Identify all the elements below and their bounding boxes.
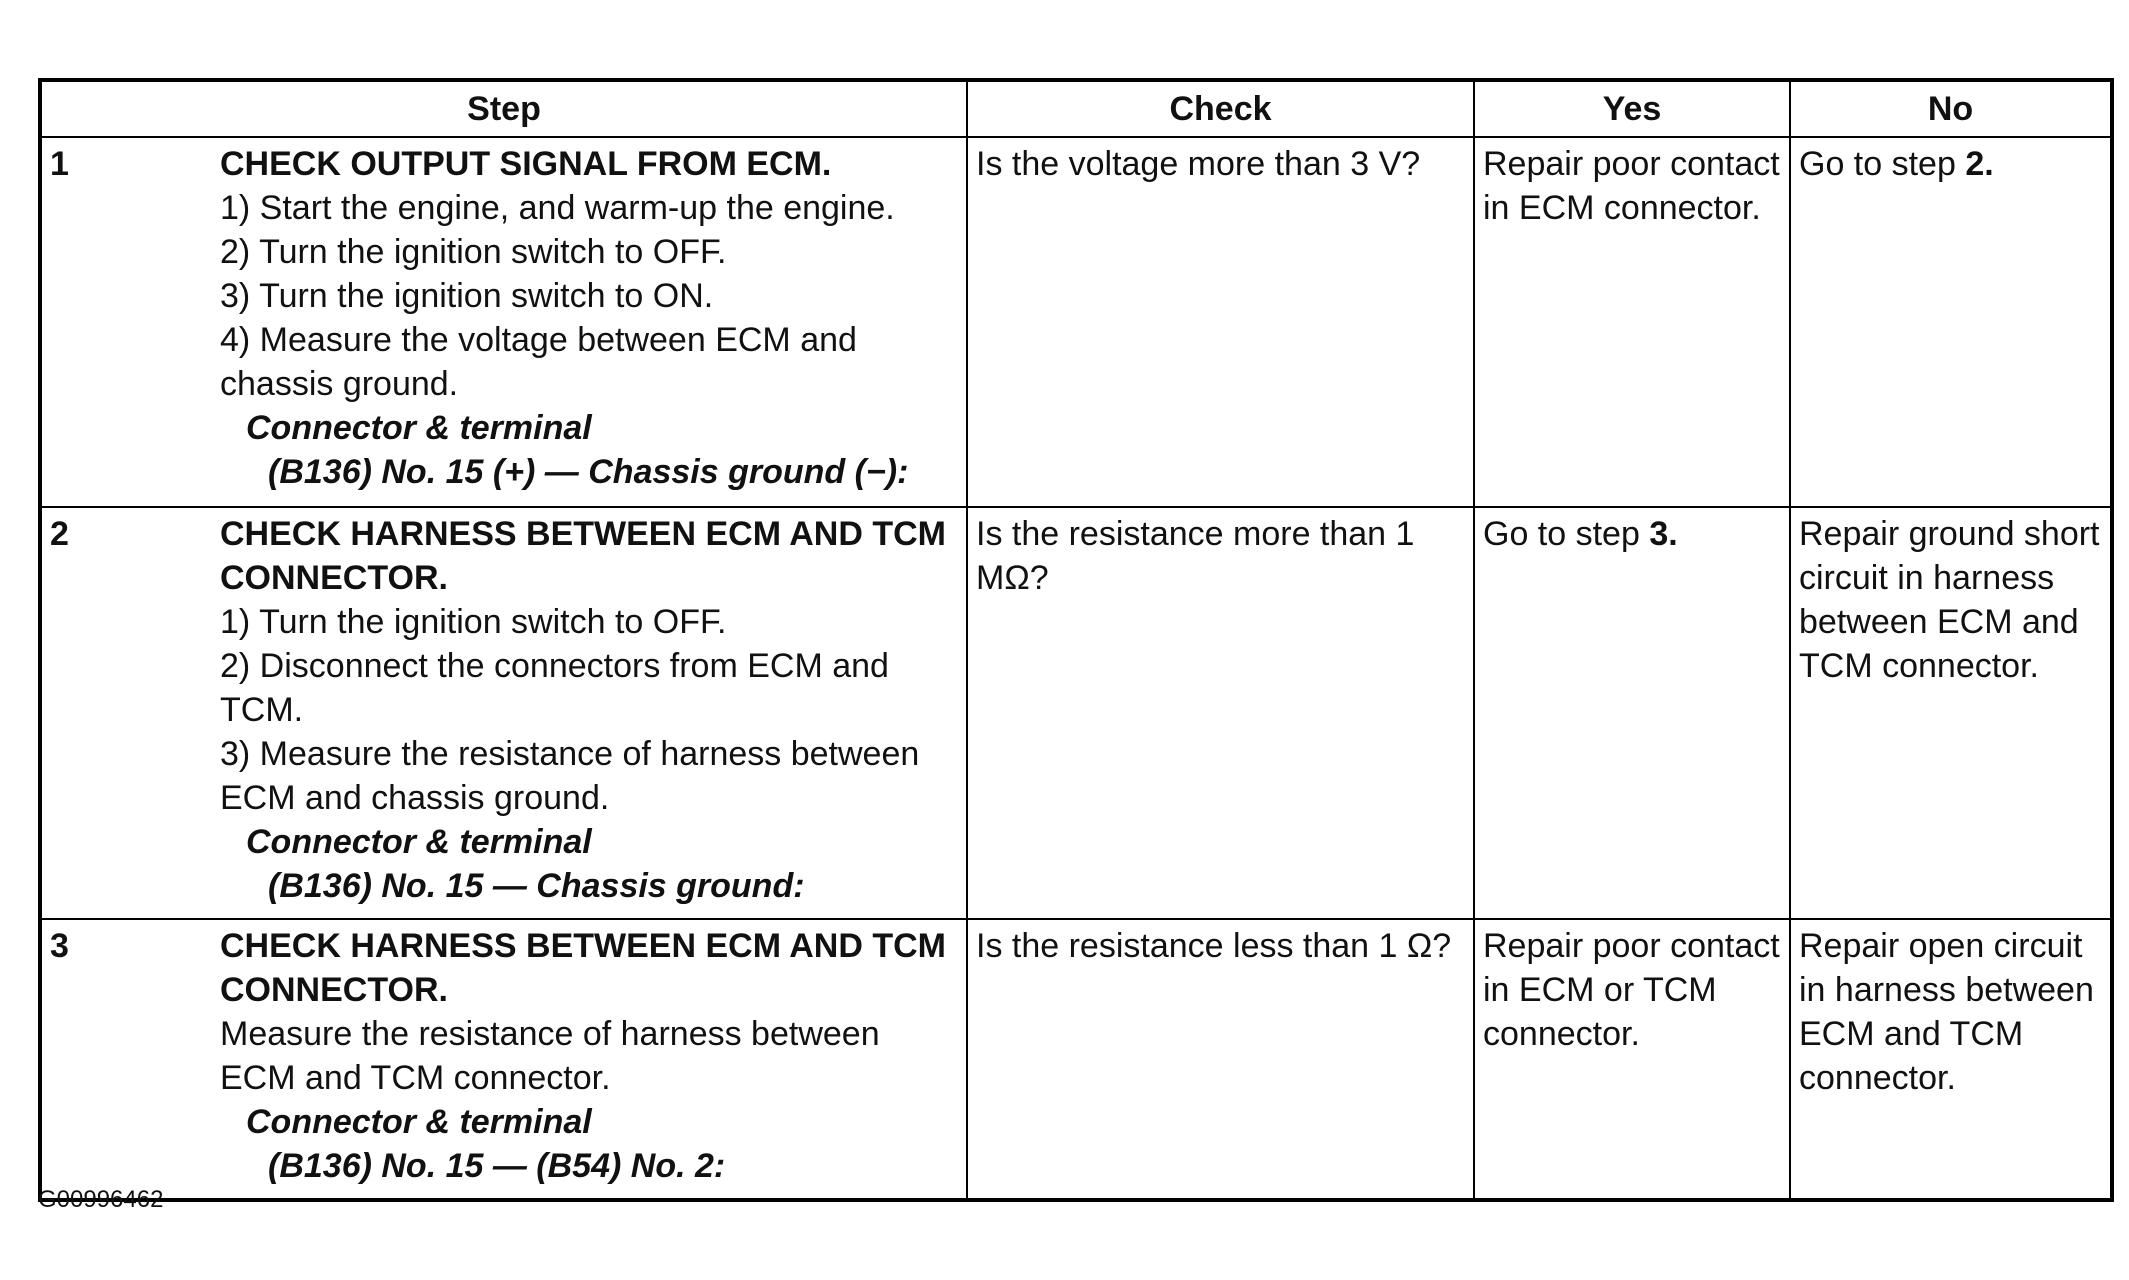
check-cell: Is the voltage more than 3 V? bbox=[967, 137, 1474, 507]
table-header-row bbox=[40, 80, 2112, 137]
step-line: 3) Measure the resistance of harness between ECM and chassis ground. bbox=[220, 735, 920, 817]
step-line: Measure the resistance of harness between ECM and TCM connector. bbox=[220, 1015, 880, 1097]
step-heading: CHECK OUTPUT SIGNAL FROM ECM. bbox=[220, 145, 832, 183]
no-cell bbox=[1790, 137, 2112, 507]
figure-id: G00996462 bbox=[38, 1186, 164, 1213]
step-line: 1) Start the engine, and warm-up the engine. bbox=[220, 189, 895, 227]
yes-text: Go to step bbox=[1483, 515, 1650, 553]
step-line: 2) Disconnect the connectors from ECM and TCM. bbox=[220, 647, 889, 729]
header-step: Step bbox=[40, 80, 967, 137]
step-heading: CHECK HARNESS BETWEEN ECM AND TCM CONNECTOR. bbox=[220, 927, 946, 1009]
step-body bbox=[220, 512, 958, 908]
yes-step-ref: 3. bbox=[1649, 515, 1678, 553]
no-step-ref: 2. bbox=[1965, 145, 1994, 183]
connector-label: Connector & terminal bbox=[246, 409, 592, 447]
header-check: Check bbox=[967, 80, 1474, 137]
connector-spec: (B136) No. 15 (+) — Chassis ground (−): bbox=[268, 453, 909, 491]
table-row bbox=[40, 137, 2112, 507]
step-number: 3 bbox=[50, 927, 69, 965]
no-text: Go to step bbox=[1799, 145, 1966, 183]
step-number: 1 bbox=[50, 145, 69, 183]
diagnostic-table bbox=[38, 78, 2114, 1202]
header-no: No bbox=[1790, 80, 2112, 137]
yes-cell bbox=[1474, 507, 1790, 919]
step-line: 3) Turn the ignition switch to ON. bbox=[220, 277, 714, 315]
step-line: 2) Turn the ignition switch to OFF. bbox=[220, 233, 727, 271]
step-body bbox=[220, 142, 958, 494]
step-cell bbox=[40, 137, 967, 507]
connector-label: Connector & terminal bbox=[246, 1103, 592, 1141]
step-body bbox=[220, 924, 958, 1188]
table-row bbox=[40, 919, 2112, 1200]
yes-cell: Repair poor contact in ECM or TCM connector. bbox=[1474, 919, 1790, 1200]
connector-spec: (B136) No. 15 — Chassis ground: bbox=[268, 867, 805, 905]
connector-label: Connector & terminal bbox=[246, 823, 592, 861]
yes-cell: Repair poor contact in ECM connector. bbox=[1474, 137, 1790, 507]
check-cell: Is the resistance more than 1 MΩ? bbox=[967, 507, 1474, 919]
header-yes: Yes bbox=[1474, 80, 1790, 137]
step-number: 2 bbox=[50, 515, 69, 553]
step-line: 4) Measure the voltage between ECM and chassis ground. bbox=[220, 321, 857, 403]
no-cell: Repair ground short circuit in harness between ECM and TCM connector. bbox=[1790, 507, 2112, 919]
connector-spec: (B136) No. 15 — (B54) No. 2: bbox=[268, 1147, 726, 1185]
step-line: 1) Turn the ignition switch to OFF. bbox=[220, 603, 727, 641]
no-cell: Repair open circuit in harness between ECM and TCM connector. bbox=[1790, 919, 2112, 1200]
table-row bbox=[40, 507, 2112, 919]
step-cell bbox=[40, 919, 967, 1200]
check-cell: Is the resistance less than 1 Ω? bbox=[967, 919, 1474, 1200]
step-heading: CHECK HARNESS BETWEEN ECM AND TCM CONNECTOR. bbox=[220, 515, 946, 597]
step-cell bbox=[40, 507, 967, 919]
